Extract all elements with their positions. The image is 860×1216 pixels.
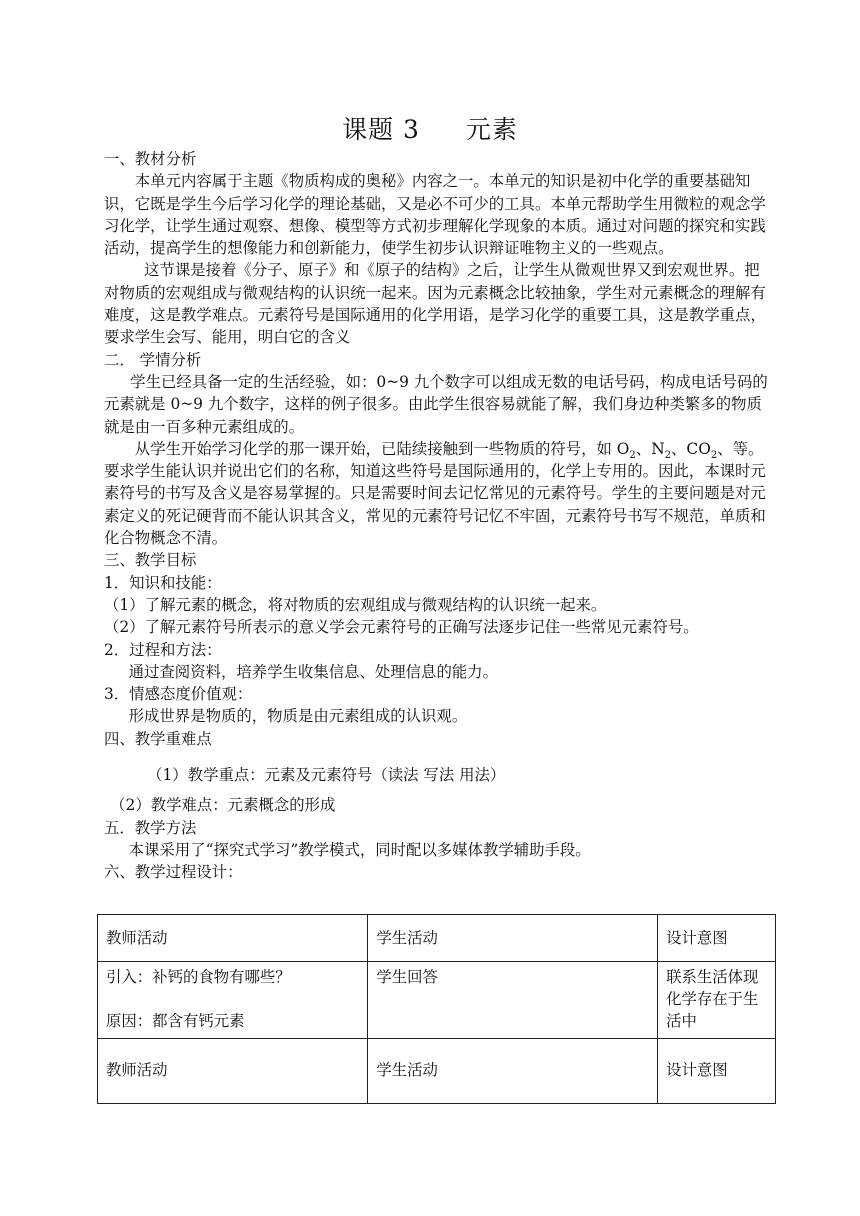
section-heading-teaching-process: 六、教学过程设计：: [104, 863, 243, 882]
section-heading-student-analysis: 二． 学情分析: [104, 350, 202, 369]
table-cell: 学生回答: [368, 962, 658, 1039]
section-heading-teaching-goals: 三、教学目标: [104, 551, 197, 570]
goal-heading: 3．情感态度价值观：: [104, 685, 253, 704]
goal-item: （2）了解元素符号所表示的意义学会元素符号的正确写法逐步记住一些常见元素符号。: [104, 618, 699, 637]
table-cell: 教师活动: [98, 1039, 368, 1104]
page-title: [0, 110, 860, 146]
title-lesson-number: 课题 3: [342, 115, 420, 144]
table-row: [98, 1039, 776, 1104]
table-cell: 引入：补钙的食物有哪些？ 原因：都含有钙元素: [98, 962, 368, 1039]
goal-heading: 1．知识和技能：: [104, 573, 222, 592]
title-topic: 元素: [465, 115, 518, 144]
section-heading-material-analysis: 一、教材分析: [104, 150, 197, 168]
table-cell: 联系生活体现化学存在于生活中: [658, 962, 776, 1039]
key-point: （1）教学重点：元素及元素符号（读法 写法 用法）: [147, 766, 506, 785]
goal-item: 通过查阅资料，培养学生收集信息、处理信息的能力。: [128, 662, 499, 681]
table-header-cell: 设计意图: [658, 915, 776, 962]
goal-heading: 2．过程和方法：: [104, 640, 222, 659]
table-cell: 设计意图: [658, 1039, 776, 1104]
goal-item: （1）了解元素的概念，将对物质的宏观组成与微观结构的认识统一起来。: [104, 595, 607, 614]
table-row: [98, 962, 776, 1039]
section-heading-teaching-method: 五．教学方法: [104, 818, 197, 837]
paragraph: 本单元内容属于主题《物质构成的奥秘》内容之一。本单元的知识是初中化学的重要基础知识，它既是学生今后学习化学的理论基础，又是必不可少的工具。本单元帮助学生用微粒的观念学习化学，让学生通过观察、想像、模型等方式初步理解化学现象的本质。通过对问题的探究和实践活动，提高学生的想像能力和创新能力，使学生初步认识辩证唯物主义的一些观点。: [104, 172, 766, 258]
table-header-cell: 教师活动: [98, 915, 368, 962]
table-cell: 学生活动: [368, 1039, 658, 1104]
paragraph: 这节课是接着《分子、原子》和《原子的结构》之后，让学生从微观世界又到宏观世界。把对物质的宏观组成与微观结构的认识统一起来。因为元素概念比较抽象，学生对元素概念的理解有难度，这是教学难点。元素符号是国际通用的化学用语，是学习化学的重要工具，这是教学重点，要求学生会写、能用，明白它的含义: [104, 261, 766, 347]
table-header-cell: 学生活动: [368, 915, 658, 962]
document-body: [104, 148, 772, 884]
key-point: （2）教学难点：元素概念的形成: [110, 796, 336, 815]
teaching-process-table: [97, 914, 776, 1104]
table-row: [98, 915, 776, 962]
section-heading-key-points: 四、教学重难点: [104, 729, 212, 748]
paragraph: 从学生开始学习化学的那一课开始，已陆续接触到一些物质的符号，如 $O_2$、$N_2$、$CO_2$、等。要求学生能认识并说出它们的名称，知道这些符号是国际通用的，化学上专用的。因此，本课时元素符号的书写及含义是容易掌握的。只是需要时间去记忆常见的元素符号。学生的主要问题是对元素定义的死记硬背而不能认识其含义，常见的元素符号记忆不牢固，元素符号书写不规范，单质和化合物概念不清。: [104, 439, 766, 548]
goal-item: 形成世界是物质的，物质是由元素组成的认识观。: [128, 707, 468, 726]
paragraph: 学生已经具备一定的生活经验，如：0~9 九个数字可以组成无数的电话号码，构成电话号码的元素就是 0~9 九个数字，这样的例子很多。由此学生很容易就能了解，我们身边种类繁多的物质就是由一百多种元素组成的。: [104, 372, 768, 436]
paragraph: 本课采用了“探究式学习”教学模式，同时配以多媒体教学辅助手段。: [128, 840, 591, 859]
